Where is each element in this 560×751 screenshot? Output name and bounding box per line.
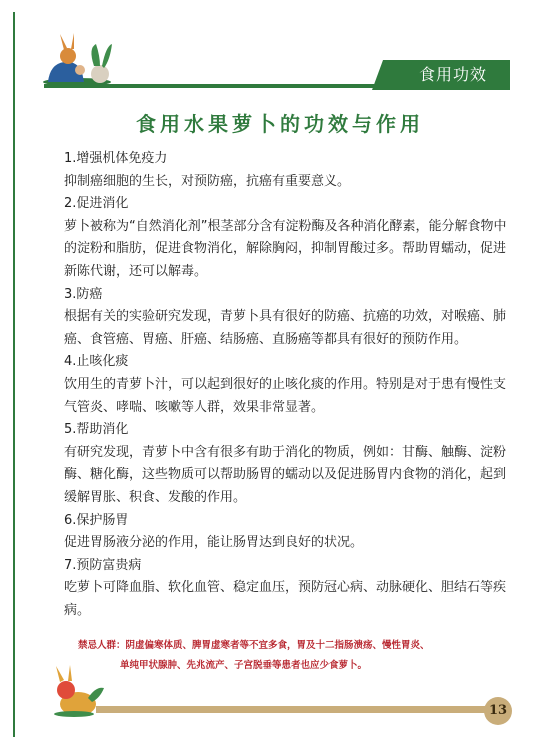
section-body: 饮用生的青萝卜汁，可以起到很好的止咳化痰的作用。特别是对于患有慢性支气管炎、哮喘、咳嗽等人群，效果非常显著。 <box>64 376 507 415</box>
section-body: 有研究发现，青萝卜中含有很多有助于消化的物质，例如：甘酶、触酶、淀粉酶、糖化酶，这些物质可以帮助肠胃的蠕动以及促进肠胃内食物的消化，起到缓解胃胀、积食、发酸的作用。 <box>64 444 507 505</box>
contraindication-line: 单纯甲状腺肿、先兆流产、子宫脱垂等患者也应少食萝卜。 <box>120 660 368 671</box>
footer-divider <box>96 706 496 713</box>
section-heading: 7.预防富贵病 <box>64 557 142 573</box>
section-body: 根据有关的实验研究发现，青萝卜具有很好的防癌、抗癌的功效，对喉癌、肺癌、食管癌、胃癌、肝癌、结肠癌、直肠癌等都具有很好的预防作用。 <box>64 309 507 347</box>
contraindication-note <box>78 636 518 676</box>
section-body: 抑制癌细胞的生长，对预防癌，抗癌有重要意义。 <box>64 173 351 189</box>
section-heading: 6.保护肠胃 <box>64 512 129 528</box>
contraindication-line: 禁忌人群：阴虚偏寒体质、脾胃虚寒者等不宜多食，胃及十二指肠溃疡、慢性胃炎、 <box>78 640 430 651</box>
section-heading: 2.促进消化 <box>64 196 129 212</box>
section-heading: 5.帮助消化 <box>64 422 129 438</box>
rabbit-radish-illustration-icon <box>42 30 112 86</box>
section-body: 吃萝卜可降血脂、软化血管、稳定血压，预防冠心病、动脉硬化、胆结石等疾病。 <box>64 580 507 618</box>
section-body: 促进胃肠液分泌的作用，能让肠胃达到良好的状况。 <box>64 535 364 551</box>
page-number: 13 <box>484 697 512 725</box>
section-heading: 4.止咳化痰 <box>64 354 129 370</box>
page-title: 食用水果萝卜的功效与作用 <box>136 112 424 136</box>
section-heading: 3.防癌 <box>64 286 103 302</box>
section-tab-label: 食用功效 <box>418 65 487 84</box>
content-body <box>64 148 516 622</box>
section-heading: 1.增强机体免疫力 <box>64 151 168 166</box>
section-body: 萝卜被称为“自然消化剂”根茎部分含有淀粉酶及各种消化酵素，能分解食物中的淀粉和脂肪，促进食物消化，解除胸闷，抑制胃酸过多。帮助胃蠕动，促进新陈代谢，还可以解毒。 <box>64 218 507 279</box>
header-divider <box>44 84 506 88</box>
